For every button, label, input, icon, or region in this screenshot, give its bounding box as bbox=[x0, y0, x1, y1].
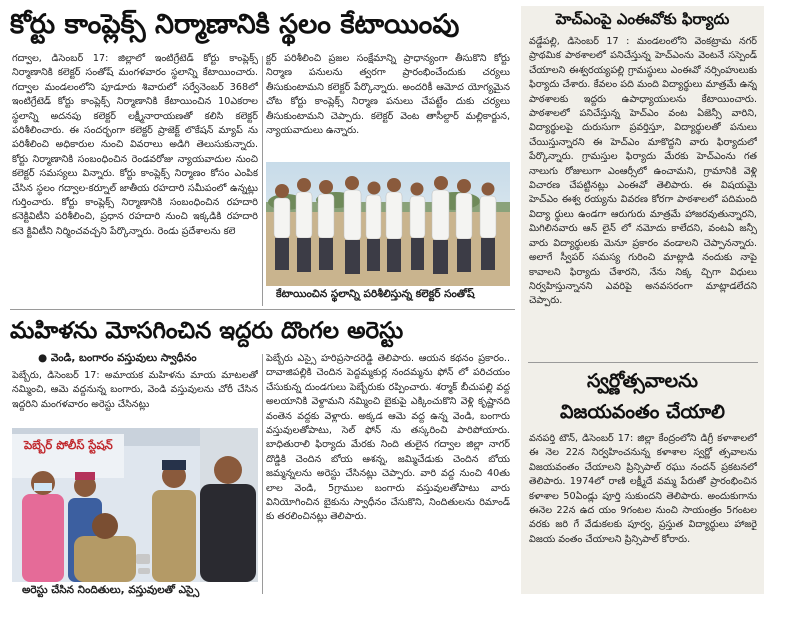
story2-photo bbox=[12, 428, 258, 582]
story4-paragraph: వనపర్తి టౌన్, డిసెంబర్ 17: జిల్లా కేంద్రంలోని డిగ్రీ కళాశాలలో ఈ నెల 22న నిర్వహించనున్న కళాశాల స్వర్ణో త్సవాలను విజయవంతం చేయాలని ప్రిన్సిపాల్ రఘు నందన్ ప్రకటనలో తెలిపారు. 1974లో రాణి లక్ష్మీదే వమ్మ పేరుతో ప్రారంభించిన కళాశాల 50ఏండ్లు పూర్తి సుకుందని తెలిపారు. అందుకుగాను ఈనెల 22న ఉద యం 9గంటల నుంచి సాయంత్రం 5గంటల వరకు జరి గే వేడుకలకు పూర్వ, ప్రస్తుత విద్యార్థులు హాజరై విజయ వంతం చేయాలని ప్రిన్సిపాల్ కోరారు. bbox=[529, 433, 757, 545]
story2-paragraph-2: పెబ్బేరు ఎస్సై హరిప్రసాదరెడ్డి తెలిపారు. ఆయన కథనం ప్రకారం.. దావాజిపల్లికి చెందిన పెద్దమ్మకుర్ల నందమ్మను ఫోన్ లో పరిచయం చేసుకున్న దుండగులు పెబ్బేరుకు రప్పించారు. శర్మాక్ బీచుపల్లి వద్ద అలయానికి వెళ్దామని నమ్మించి బైకుపై ఎక్కించుకొని వెళ్లి కృష్ణానది వంతెన వద్దకు వెళ్లారు. అక్కడ ఆమె వద్ద ఉన్న వెండి, బంగారు వస్తువులతోపాటు, సెల్ ఫోన్ ను తస్కరించి పారిపోయారు. బాధితురాలి ఫిర్యాదు మేరకు నింది తులైన గద్వాల జిల్లా నాగర్ దొడ్డికి చెందిన బోయ ఆశన్న, జమ్మిచేడుకు చెందిన బోయ జమ్మన్నలను అరెస్టు చేసినట్లు చెప్పారు. వారి వద్ద నుంచి 40తు లాల వెండి, 5గ్రాముల బంగారు వస్తువులతోపాటు వారు వినియోగించిన బైకును స్వాధీనం చేసుకొని, నిందితులను రిమాండ్ కు తరలించినట్లు తెలిపారు. bbox=[266, 353, 510, 523]
collector-inspection-photo bbox=[266, 162, 510, 286]
sidebar-divider bbox=[528, 362, 758, 363]
story2-body-col2 bbox=[266, 352, 510, 596]
story1-headline: కోర్టు కాంప్లెక్స్ నిర్మాణానికి స్థలం కేటాయింపు bbox=[10, 9, 460, 40]
story2-body-col1 bbox=[12, 369, 258, 427]
seized-items bbox=[136, 554, 150, 574]
story4-body bbox=[529, 432, 757, 592]
story1-photo bbox=[266, 162, 510, 286]
story4-headline-line1: స్వర్ణోత్సవాలను bbox=[586, 370, 699, 392]
column-divider-2 bbox=[262, 354, 263, 594]
story1-photo-caption: కేటాయించిన స్థలాన్ని పరిశీలిస్తున్న కలెక్టర్ సంతోష్ bbox=[276, 288, 475, 300]
section-divider bbox=[10, 309, 515, 310]
story2-photo-caption: అరెస్టు చేసిన నిందితులు, వస్తువులతో ఎస్సై bbox=[22, 584, 200, 596]
story1-paragraph-1: గద్వాల, డిసెంబర్ 17: జిల్లాలో ఇంటిగ్రేటెడ్ కోర్టు కాంప్లెక్స్ నిర్మాణానికి కలెక్టర్ సంతోష్ మంగళవారం స్థలాన్ని కేటాయించారు. గద్వాల మండలంలోని పూడూరు శివారులో సర్వేనెంబర్ 368లో ఇంటిగ్రేటెడ్ కోర్టు కాంప్లెక్స్ నిర్మాణానికి కేటాయించిన 10ఎకరాల స్థలాన్ని అదనపు కలెక్టర్ లక్ష్మీనారాయణతో కలిసి కలెక్టర్ పరిశీలించారు. ఈ సందర్భంగా కలెక్టర్ ప్రాజెక్ట్ లొకేషన్ మ్యాప్ ను పరిశీలించి అధికారుల నుంచి వివరాలు అడిగి తెలుసుకున్నారు. కోర్టు నిర్మాణానికి సంబంధించిన రెండవరోజు న్యాయవాదుల నుంచి కలెక్టర్ సమస్యలు విన్నారు. కోర్టు కాంప్లెక్స్ నిర్మాణం కోసం ఎంపిక చేసిన స్థలం గద్వాల-కర్నూల్ జాతీయ రహదారి సమీపంలో ఉన్నట్లు గుర్తించారు. కోర్టు కాంప్లెక్స్ నిర్మాణానికి సంబంధించిన రహదారి కనెక్టివిటీని పరిశీలించి, ప్రధాన రహదారి నుంచి ఇక్కడికి రహదారి కనె క్టివిటీని నిర్మించవచ్చని పేర్కొన్నారు. రెండు ప్రదేశాలను కలె bbox=[12, 53, 258, 237]
story3-headline: హెచ్ఎంపై ఎంఈవోకు ఫిర్యాదు bbox=[555, 10, 730, 28]
story4-headline-line2: విజయవంతం చేయాలి bbox=[560, 401, 725, 423]
story3-body bbox=[529, 35, 757, 359]
story2-headline: మహిళను మోసగించిన ఇద్దరు దొంగల అరెస్టు bbox=[10, 318, 404, 344]
story1-paragraph-2: క్టర్ పరిశీలించి ప్రజల సంక్షేమాన్ని ప్రాధాన్యంగా తీసుకొని కోర్టు నిర్మాణ పనులను త్వరగా ప్రారంభించేందుకు చర్యలు తీసుకుంటామని కలెక్టర్ పేర్కొన్నారు. అందరికీ ఆమోద యోగ్యమైన చోట కోర్టు కాంప్లెక్స్ నిర్మాణ పనులు చేపట్టేం దుకు చర్యలు తీసుకుంటామని చెప్పారు. కలెక్టర్ వెంట తాసీల్దార్ మల్లికార్జున, న్యాయవాదులు ఉన్నారు. bbox=[266, 53, 510, 137]
story2-subhead: ● వెండి, బంగారం వస్తువులు స్వాధీనం bbox=[38, 352, 197, 364]
story1-body-col1 bbox=[12, 52, 258, 304]
story2-paragraph-1: పెబ్బేరు, డిసెంబర్ 17: అమాయక మహిళను మాయ మాటలతో నమ్మించి, ఆమె వద్దనున్న బంగారు, వెండి వస్తువులను చోరీ చేసిన ఇద్దరిని మంగళవారం అరెస్టు చేసినట్లు bbox=[12, 370, 258, 410]
story1-body-col2 bbox=[266, 52, 510, 160]
column-divider bbox=[262, 56, 263, 306]
police-station-sign: పెబ్బేర్ పోలీస్ స్టేషన్ bbox=[24, 438, 113, 452]
story3-paragraph: వడ్డేపల్లి, డిసెంబర్ 17 : మండలంలోని వెంకట్రామ నగర్ ప్రాథమిక పాఠశాలలో పనిచేస్తున్న హెచ్ఎంను వెంటనే సస్పెండ్ చేయాలని ఈశ్వరయ్యపల్లి గ్రామస్థులు ఎంఈవో నర్సింహులుకు ఫిర్యాదు చేశారు. కేవలం పది మంది విద్యార్థులు మాత్రమే ఉన్న పాఠశాలకు ఇద్దరు ఉపాధ్యాయులను కేటాయించారు. పాఠశాలలో పనిచేస్తున్న హెచ్ఎం వంట ఏజెన్సీ వారిని, విద్యార్థులపై దురుసుగా ప్రవర్తిస్తూ, విద్యార్థులతో పనులు చేయిస్తున్నారని ఈ హెచ్ఎం మాకొద్దని వారు ఫిర్యాదులో పేర్కొన్నారు. గ్రామస్తుల ఫిర్యాదు మేరకు హెచ్ఎంను గత నాలుగు రోజులుగా ఎంఆర్సీలో ఉంచామని, గ్రామానికి వెళ్లి విచారణ చేపట్టినట్లు ఎంఈవో తెలిపారు. ఈ విషయమై హెచ్ఎం ఈశ్వ రయ్యను వివరణ కోరగా పాఠశాలలో పదిమంది విద్యా ర్థులు ఉండగా ఆరుగురు మాత్రమే హాజరవుతున్నారని, మిగిలినవారు ఆన్ లైన్ లో నమోదు కాలేదని, వంటఏ జన్సీ వారు విద్యార్థులకు మెనూ ప్రకారం వండాలని చెప్పానన్నారు. అలాగే స్వీపర్ సమస్య గురించి మాట్లాడి నందుకు నాపై కావాలని ఫిర్యాదు చేశారని, నేను నిక్క చ్చిగా విధులు నిర్వహిస్తున్నానని ఎవరిపై అనవసరంగా మాట్లాడలేదని చెప్పారు. bbox=[529, 36, 757, 307]
